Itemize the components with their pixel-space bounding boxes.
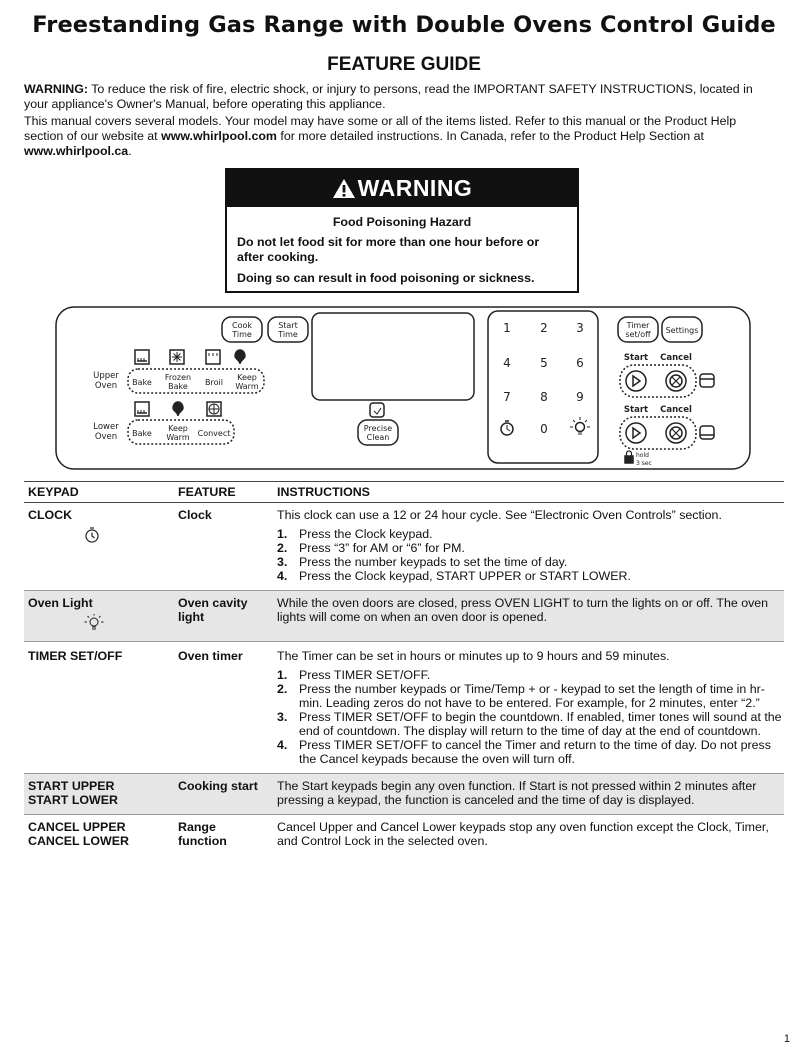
key-6[interactable]: 6	[576, 356, 584, 370]
table-row-oven-light	[24, 590, 784, 641]
feature-clock: Clock	[178, 508, 212, 522]
upper-oven-label: Upper	[93, 371, 119, 381]
warning-text: To reduce the risk of fire, electric shock, or injury to persons, read the IMPORTANT SAFETY INSTRUCTIONS, located in your appliance's Owner's Manual, before operating this appliance.	[24, 82, 753, 111]
table-row-timer	[24, 641, 784, 773]
key-8[interactable]: 8	[540, 390, 548, 404]
lower-oven-label: Lower	[93, 422, 119, 432]
broil-icon	[206, 350, 220, 364]
key-3[interactable]: 3	[576, 321, 584, 335]
lower-bake-button[interactable]: Bake	[132, 429, 152, 438]
key-1[interactable]: 1	[503, 321, 511, 335]
upper-oven-label-2: Oven	[94, 381, 118, 391]
clock-keypad-icon[interactable]	[501, 421, 513, 435]
feature-oven-light-2: light	[178, 610, 205, 624]
page-number: 1	[783, 1033, 790, 1045]
warning-paragraph	[24, 82, 776, 112]
clock-steps	[277, 527, 782, 583]
header-feature: FEATURE	[178, 485, 236, 499]
timer-description: The Timer can be set in hours or minutes up to 9 hours and 59 minutes.	[277, 649, 670, 663]
start-lower-button[interactable]	[626, 423, 646, 443]
warning-label: WARNING:	[24, 82, 89, 96]
hazard-line-2: Doing so can result in food poisoning or sickness.	[237, 271, 535, 285]
list-item: 3. Press TIMER SET/OFF to begin the countdown. If enabled, timer tones will sound at the end of countdown. The display will return to the time of day at the end of countdown.	[277, 710, 782, 738]
upper-frozen-bake-label-2: Bake	[168, 382, 188, 391]
feature-guide-heading: FEATURE GUIDE	[327, 54, 481, 75]
table-header	[24, 481, 784, 503]
cancel-upper-label: Cancel	[660, 353, 692, 363]
hazard-line-1: Do not let food sit for more than one hour before or after cooking.	[237, 235, 540, 264]
key-0[interactable]: 0	[540, 422, 548, 436]
timer-steps	[277, 668, 782, 766]
website-link-canada[interactable]: www.whirlpool.ca	[24, 144, 129, 158]
keypad-oven-light: Oven Light	[28, 596, 93, 610]
warning-box-header	[227, 170, 577, 207]
precise-clean-label: Precise	[363, 424, 393, 433]
convect-fan-icon	[207, 402, 221, 416]
precise-clean-icon	[370, 403, 384, 417]
start-description: The Start keypads begin any oven function. If Start is not pressed within 2 minutes after pressing a keypad, the function is canceled and the time of day is displayed.	[277, 779, 757, 807]
keypad-clock: CLOCK	[28, 508, 73, 522]
warning-box-title: WARNING	[357, 175, 473, 201]
key-2[interactable]: 2	[540, 321, 548, 335]
start-time-label-2: Time	[278, 330, 298, 339]
precise-clean-label-2: Clean	[366, 433, 390, 442]
light-bulb-icon	[84, 614, 104, 632]
warning-triangle-icon	[332, 178, 356, 199]
cancel-lower-label: Cancel	[660, 405, 692, 415]
start-lower-label: Start	[623, 405, 649, 415]
feature-oven-light: Oven cavity	[178, 596, 248, 610]
display-screen	[312, 313, 474, 400]
website-link[interactable]: www.whirlpool.com	[161, 129, 277, 143]
key-5[interactable]: 5	[540, 356, 548, 370]
keypad-timer: TIMER SET/OFF	[28, 649, 123, 663]
feature-range-function-2: function	[178, 834, 227, 848]
list-item: 2. Press “3” for AM or “6” for PM.	[277, 541, 465, 555]
header-instructions: INSTRUCTIONS	[277, 485, 370, 499]
cook-time-label: Cook	[231, 321, 253, 330]
clock-description: This clock can use a 12 or 24 hour cycle. See “Electronic Oven Controls” section.	[277, 508, 722, 522]
keypad-cancel-upper: CANCEL UPPER	[28, 820, 126, 834]
control-lock-icon	[625, 451, 633, 463]
settings-label: Settings	[665, 326, 699, 335]
lower-start-cancel-group	[620, 417, 696, 449]
keypad-cancel-lower: CANCEL LOWER	[28, 834, 129, 848]
lower-oven-indicator-icon	[700, 426, 714, 439]
list-item: 2. Press the number keypads or Time/Temp + or - keypad to set the length of time in hr-min. Leading zeros do not have to be entered. For example, for 2 minutes, enter “2.”	[277, 682, 765, 710]
frozen-bake-icon	[170, 350, 184, 364]
cancel-upper-button[interactable]	[666, 371, 686, 391]
upper-broil-button[interactable]: Broil	[205, 378, 223, 387]
list-item: 4. Press TIMER SET/OFF to cancel the Timer and return to the time of day. Do not press the Cancel keypads because the oven will turn off.	[277, 738, 771, 766]
warning-box	[225, 168, 579, 293]
lower-keep-warm-label-2: Warm	[166, 433, 190, 442]
lower-keep-warm-icon	[173, 402, 183, 416]
feature-cooking-start: Cooking start	[178, 779, 258, 793]
lower-convect-button[interactable]: Convect	[197, 429, 231, 438]
cook-time-label-2: Time	[232, 330, 252, 339]
list-item: 4. Press the Clock keypad, START UPPER or START LOWER.	[277, 569, 631, 583]
upper-bake-button[interactable]: Bake	[132, 378, 152, 387]
header-keypad: KEYPAD	[28, 485, 79, 499]
keypad-start-upper: START UPPER	[28, 779, 115, 793]
list-item: 1. Press TIMER SET/OFF.	[277, 668, 431, 682]
upper-keep-warm-label-2: Warm	[235, 382, 259, 391]
control-panel-illustration	[54, 305, 754, 478]
table-row-start	[24, 773, 784, 814]
document-title: Freestanding Gas Range with Double Ovens Control Guide	[32, 12, 776, 38]
hold-label-2: 3 sec	[636, 460, 652, 467]
cancel-lower-button[interactable]	[666, 423, 686, 443]
table-row-clock	[24, 503, 784, 590]
bake-icon	[135, 350, 149, 364]
feature-range-function: Range	[178, 820, 216, 834]
upper-keep-warm-button[interactable]: Keep	[237, 373, 257, 382]
feature-timer: Oven timer	[178, 649, 243, 663]
upper-frozen-bake-button[interactable]: Frozen	[164, 373, 192, 382]
oven-light-description: While the oven doors are closed, press OVEN LIGHT to turn the lights on or off. The oven lights will come on when an oven door is opened.	[277, 596, 769, 624]
clock-icon	[84, 526, 100, 544]
models-text-canada: for more detailed instructions. In Canada, refer to the Product Help Section at	[276, 129, 704, 143]
list-item: 3. Press the number keypads to set the time of day.	[277, 555, 568, 569]
list-item: 1. Press the Clock keypad.	[277, 527, 433, 541]
timer-label: Timer	[626, 321, 650, 330]
lower-keep-warm-button[interactable]: Keep	[168, 424, 188, 433]
lower-oven-label-2: Oven	[94, 432, 118, 442]
timer-label-2: set/off	[625, 330, 651, 339]
hold-label: hold	[636, 452, 649, 459]
start-upper-label: Start	[623, 353, 649, 363]
keep-warm-icon	[235, 350, 245, 364]
oven-light-keypad-icon[interactable]	[570, 417, 590, 434]
keypad-start-lower: START LOWER	[28, 793, 118, 807]
start-time-label: Start	[278, 321, 298, 330]
hazard-title: Food Poisoning Hazard	[332, 215, 472, 229]
start-upper-button[interactable]	[626, 371, 646, 391]
key-9[interactable]: 9	[576, 390, 584, 404]
key-7[interactable]: 7	[503, 390, 511, 404]
cancel-description: Cancel Upper and Cancel Lower keypads stop any oven function except the Clock, Timer, and Control Lock in the selected oven.	[277, 820, 769, 848]
table-row-cancel	[24, 814, 784, 855]
feature-table	[24, 481, 784, 855]
models-paragraph	[24, 114, 776, 159]
lower-bake-icon	[135, 402, 149, 416]
key-4[interactable]: 4	[503, 356, 511, 370]
upper-start-cancel-group	[620, 365, 696, 397]
models-text-end: .	[128, 144, 132, 158]
upper-oven-indicator-icon	[700, 374, 714, 387]
models-text: This manual covers several models. Your model may have some or all of the items listed. Refer to this manual or the Product Help section of our website at	[24, 114, 737, 143]
